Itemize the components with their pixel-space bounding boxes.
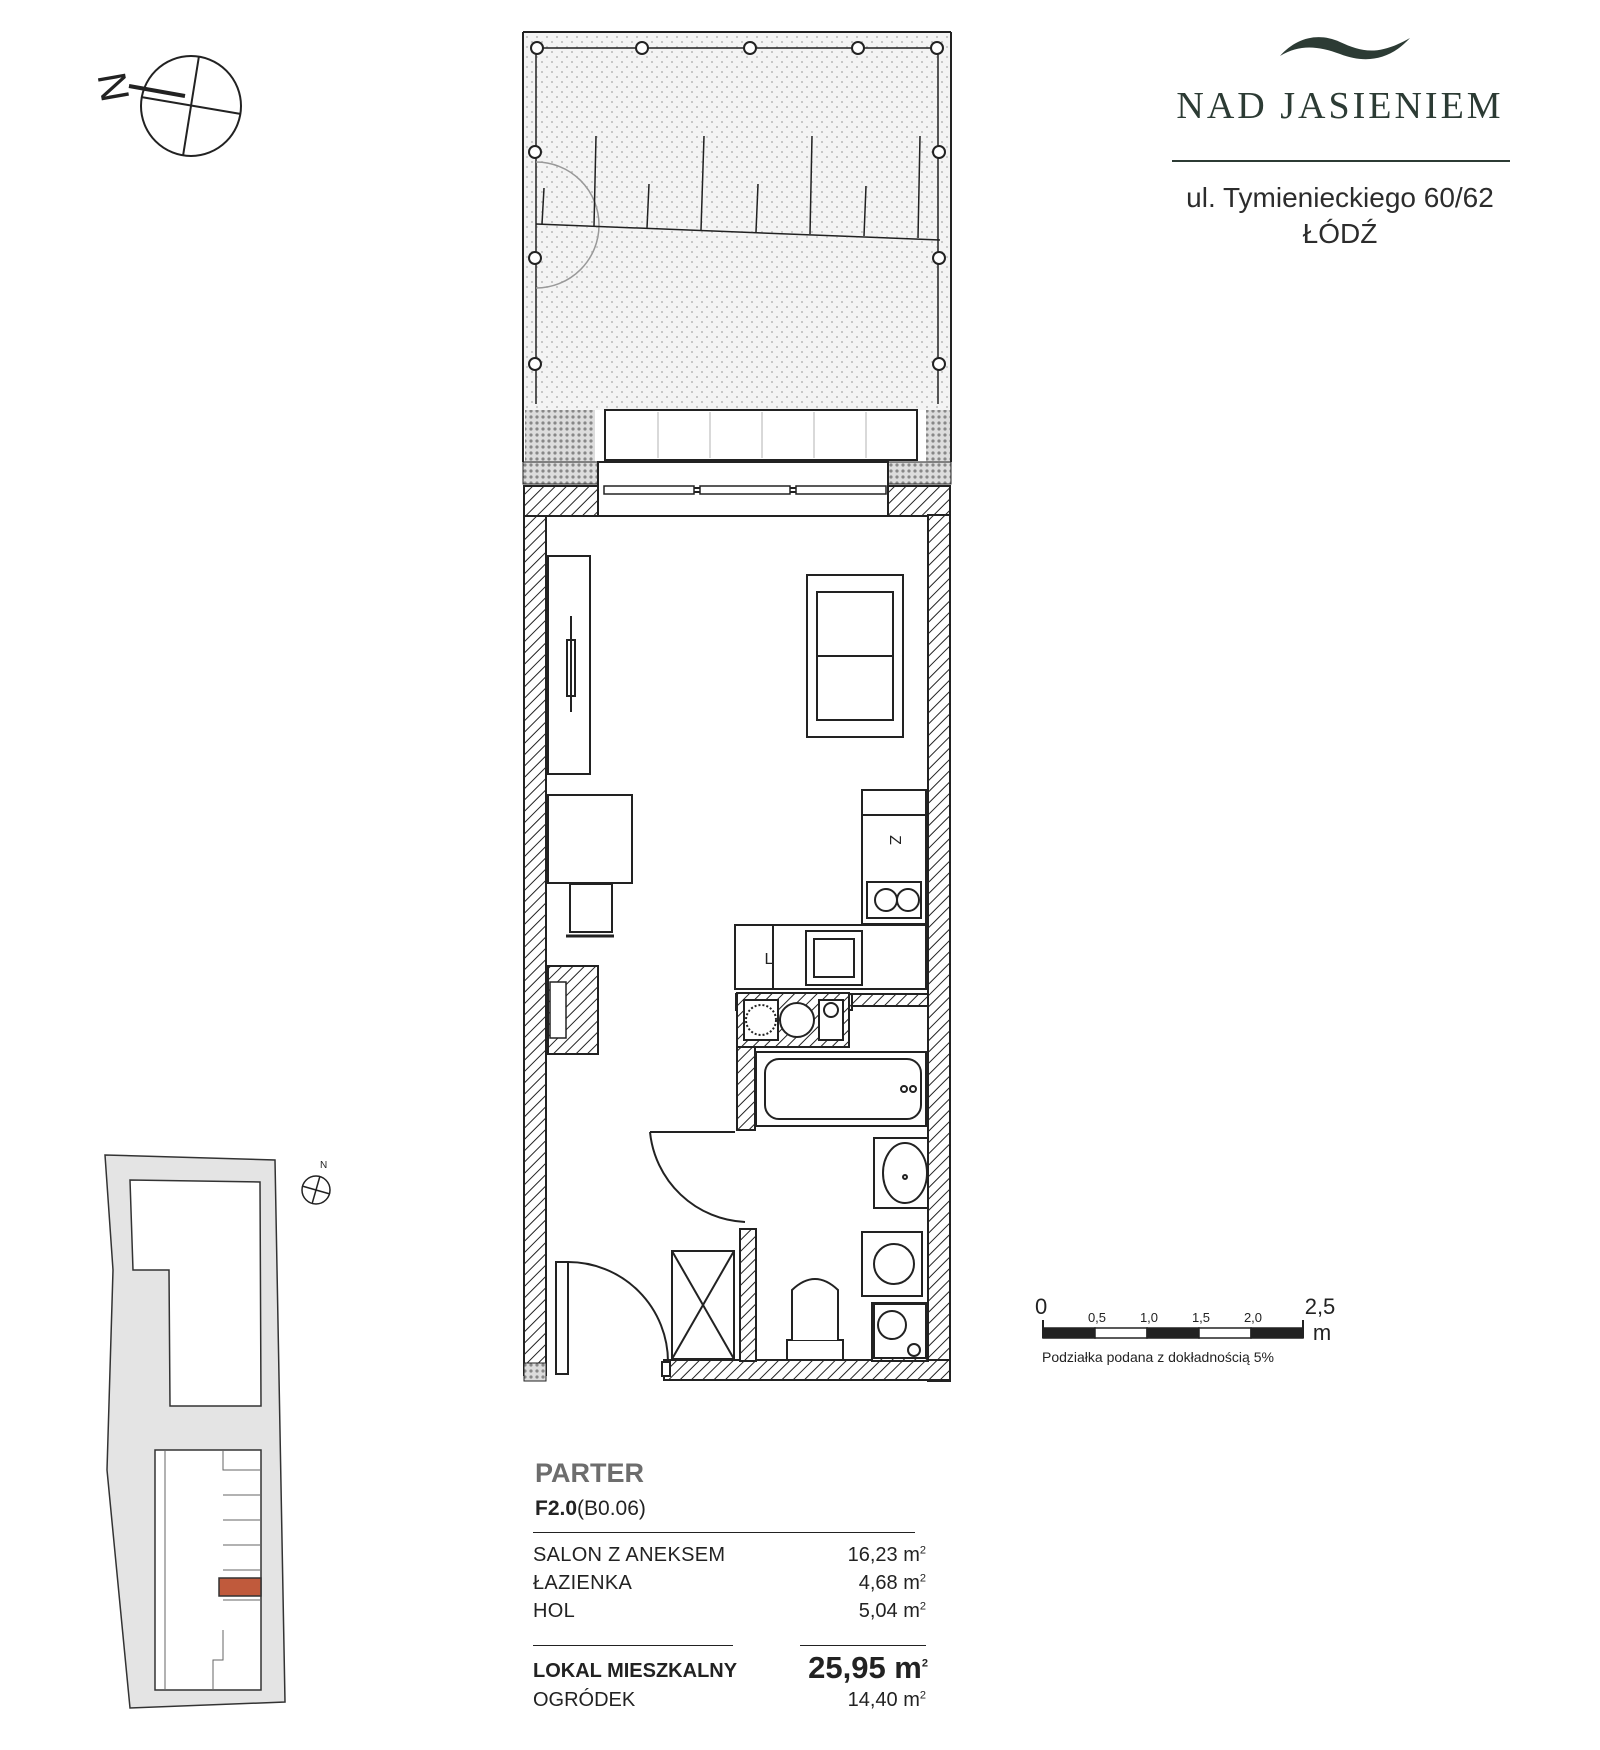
room-area-hall: 5,04 $m^2$: [858, 1600, 926, 1622]
terrace: [525, 410, 950, 462]
tv-cabinet: [548, 556, 590, 774]
unit-code-main: F2.0: [535, 1497, 578, 1520]
fridge-label: Z: [886, 835, 903, 845]
total-area: 25,95 $m^2$: [808, 1650, 928, 1685]
sofa: [807, 575, 903, 737]
room-area-bathroom: 4,68 $m^2$: [858, 1572, 926, 1594]
compass-north-label: N: [88, 69, 137, 106]
room-area-salon: 16,23 $m^2$: [847, 1544, 926, 1566]
room-name-hall: HOL: [533, 1600, 576, 1622]
unit-location-marker: [219, 1578, 261, 1596]
scale-tick-10: 1,0: [1139, 1310, 1159, 1325]
bathtub: [756, 1052, 926, 1126]
scale-tick-05: 0,5: [1087, 1310, 1107, 1325]
unit-code: [535, 1497, 646, 1521]
scale-bar: [1030, 1290, 1350, 1390]
scale-unit: m: [1312, 1320, 1332, 1345]
brand-name: NAD JASIENIEM: [1176, 85, 1504, 127]
garden-area-value: 14,40 $m^2$: [847, 1689, 926, 1711]
garden-area: [523, 32, 951, 462]
scale-note: Podziałka podana z dokładnością 5%: [1042, 1349, 1274, 1365]
chair: [566, 884, 614, 936]
utility-shaft: [737, 993, 849, 1047]
total-label: LOKAL MIESZKALNY: [533, 1660, 738, 1682]
site-compass-label: N: [320, 1160, 328, 1171]
scale-tick-0: 0: [1035, 1294, 1048, 1319]
scale-tick-25: 2,5: [1304, 1294, 1336, 1319]
table-divider-top: [533, 1532, 915, 1533]
table-divider-right: [800, 1645, 926, 1646]
site-compass-icon: [298, 1158, 338, 1208]
address-city: ŁÓDŹ: [1302, 218, 1378, 249]
floor-title: PARTER: [535, 1458, 645, 1488]
unit-code-ref: (B0.06): [577, 1497, 646, 1520]
sink: [874, 1138, 928, 1208]
entrance-door[interactable]: [556, 1262, 670, 1376]
table-divider-left: [533, 1645, 733, 1646]
washing-machine: [862, 1232, 922, 1296]
boiler: [874, 1304, 926, 1358]
wardrobe: [672, 1251, 734, 1359]
bathroom-door[interactable]: [650, 1132, 745, 1222]
address-street: ul. Tymienieckiego 60/62: [1186, 182, 1494, 213]
desk: [548, 795, 632, 883]
scale-tick-15: 1,5: [1191, 1310, 1211, 1325]
dishwasher-label: L: [764, 951, 774, 968]
site-plan-map: [95, 1150, 345, 1710]
scale-tick-20: 2,0: [1243, 1310, 1263, 1325]
garden-label: OGRÓDEK: [533, 1689, 636, 1711]
room-name-salon: SALON Z ANEKSEM: [533, 1544, 726, 1566]
toilet: [787, 1279, 843, 1360]
room-name-bathroom: ŁAZIENKA: [533, 1572, 633, 1594]
